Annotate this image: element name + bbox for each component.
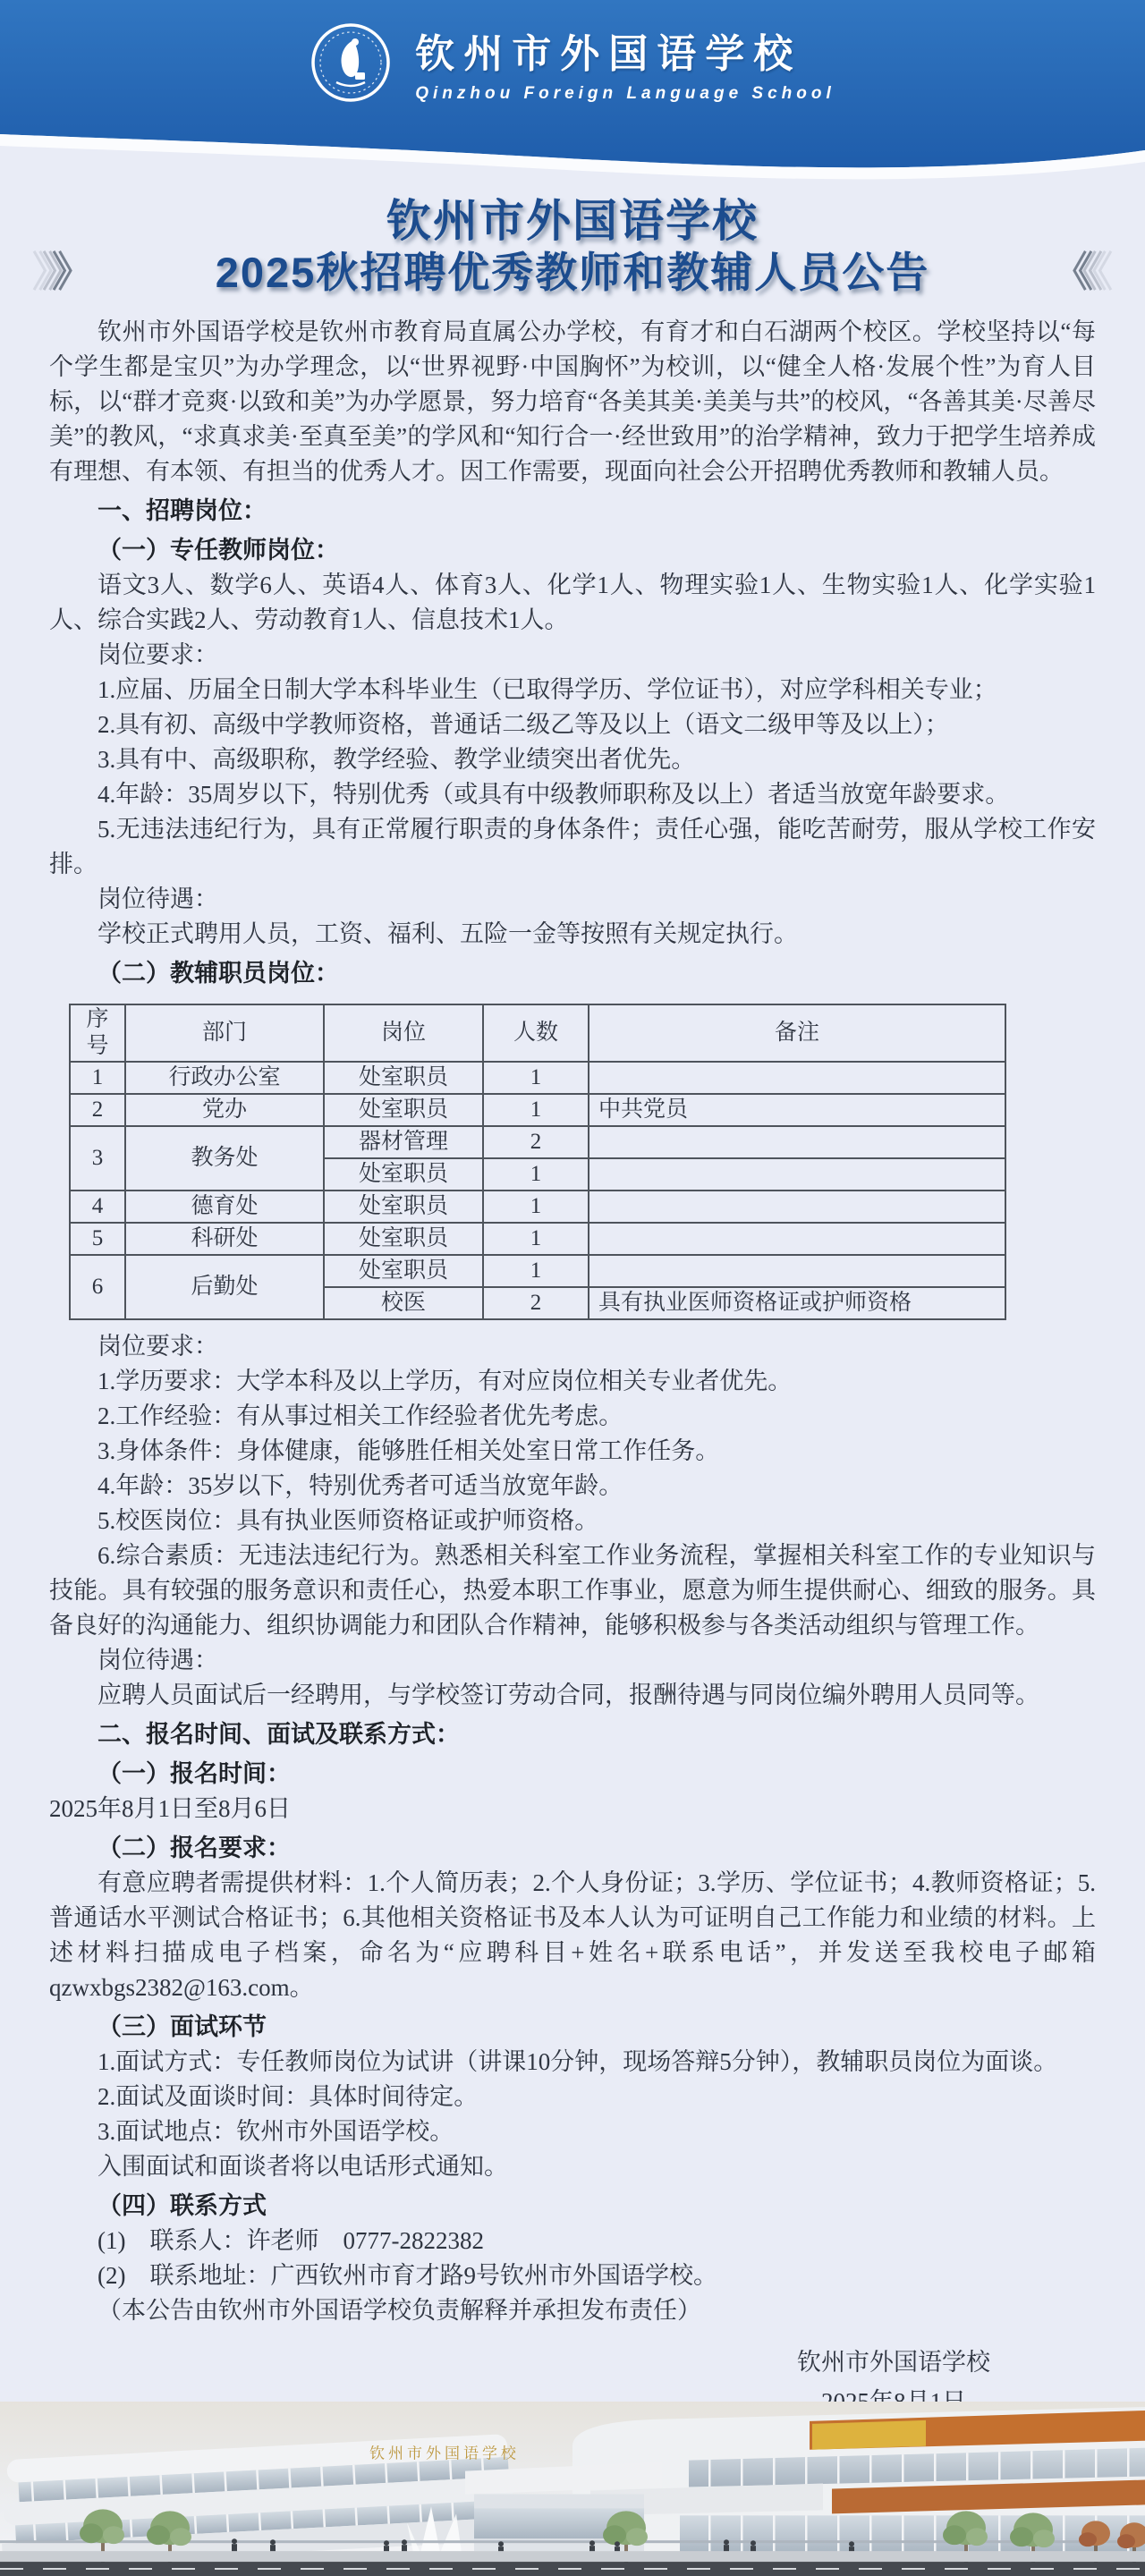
section-heading: （二）报名要求： <box>98 1835 291 1861</box>
school-name-group <box>415 21 835 104</box>
paragraph: 6.综合素质：无违法违纪行为。熟悉相关科室工作业务流程，掌握相关科室工作的专业知识与技能。具有较强的服务意识和责任心，热爱本职工作事业，愿意为师生提供耐心、细致的服务。具备良好的沟通能力、组织协调能力和团队合作精神，能够积极参与各类活动组织与管理工作。 <box>49 1542 1096 1639</box>
paragraph: 岗位待遇： <box>98 886 218 912</box>
table-cell: 校医 <box>324 1287 483 1319</box>
paragraph: (2) 联系地址：广西钦州市育才路9号钦州市外国语学校。 <box>98 2262 717 2289</box>
table-cell: 3 <box>70 1126 125 1191</box>
paragraph: 4.年龄：35周岁以下，特别优秀（或具有中级教师职称及以上）者适当放宽年龄要求。 <box>98 781 1010 808</box>
campus-photo <box>0 2402 1145 2576</box>
table-cell: 1 <box>483 1223 589 1255</box>
column-header: 备注 <box>589 1004 1005 1062</box>
table-cell: 处室职员 <box>324 1255 483 1287</box>
paragraph: 3.身体条件：身体健康，能够胜任相关处室日常工作任务。 <box>98 1437 720 1464</box>
section-heading: （一）专任教师岗位： <box>98 537 339 564</box>
section-heading: 二、报名时间、面试及联系方式： <box>98 1721 460 1748</box>
announcement-body <box>0 299 1145 2421</box>
sidewalk <box>0 2551 1145 2562</box>
table-cell <box>589 1223 1005 1255</box>
paragraph: 5.无违法违纪行为，具有正常履行职责的身体条件；责任心强，能吃苦耐劳，服从学校工作安排。 <box>49 816 1096 877</box>
table-cell: 具有执业医师资格证或护师资格 <box>589 1287 1005 1319</box>
paragraph: 岗位要求： <box>98 641 218 668</box>
table-cell: 2 <box>483 1287 589 1319</box>
paragraph: 岗位要求： <box>98 1333 218 1360</box>
paragraph: 4.年龄：35岁以下，特别优秀者可适当放宽年龄。 <box>98 1472 623 1499</box>
title-line-2: 2025秋招聘优秀教师和教辅人员公告 <box>215 249 930 296</box>
body-section-2 <box>49 1329 1096 2328</box>
paragraph: （本公告由钦州市外国语学校负责解释并承担发布责任） <box>98 2297 701 2324</box>
column-header: 部门 <box>125 1004 324 1062</box>
paragraph: 3.面试地点：钦州市外国语学校。 <box>98 2118 454 2145</box>
table-cell: 处室职员 <box>324 1158 483 1191</box>
paragraph: 2.面试及面谈时间：具体时间待定。 <box>98 2083 479 2110</box>
paragraph: 语文3人、数学6人、英语4人、体育3人、化学1人、物理实验1人、生物实验1人、化学实验1人、综合实践2人、劳动教育1人、信息技术1人。 <box>49 572 1096 633</box>
table-cell: 器材管理 <box>324 1126 483 1158</box>
paragraph: 学校正式聘用人员，工资、福利、五险一金等按照有关规定执行。 <box>98 920 798 947</box>
school-brand <box>0 21 1145 104</box>
paragraph: 3.具有中、高级职称，教学经验、教学业绩突出者优先。 <box>98 746 696 773</box>
header-banner <box>0 0 1145 188</box>
table-cell <box>589 1158 1005 1191</box>
paragraph: 1.应届、历届全日制大学本科毕业生（已取得学历、学位证书），对应学科相关专业； <box>98 676 997 703</box>
table-cell: 1 <box>483 1191 589 1223</box>
paragraph: 有意应聘者需提供材料：1.个人简历表；2.个人身份证；3.学历、学位证书；4.教师资格证；5.普通话水平测试合格证书；6.其他相关资格证书及本人认为可证明自己工作能力和业绩的材料。上述材料扫描成电子档案，命名为“应聘科目+姓名+联系电话”，并发送至我校电子邮箱qzwxbgs2382@163.com。 <box>49 1869 1096 2001</box>
title-line-1: 钦州市外国语学校 <box>386 196 759 246</box>
announcement-title <box>0 188 1145 299</box>
signature-school: 钦州市外国语学校 <box>797 2349 990 2376</box>
table-cell: 1 <box>483 1094 589 1126</box>
paragraph: (1) 联系人：许老师 0777-2822382 <box>98 2227 484 2254</box>
table-cell: 1 <box>483 1255 589 1287</box>
table-row <box>70 1223 1005 1255</box>
table-cell <box>589 1062 1005 1094</box>
table-row <box>70 1255 1005 1287</box>
table-cell: 1 <box>483 1062 589 1094</box>
table-cell: 行政办公室 <box>125 1062 324 1094</box>
table-cell: 后勤处 <box>125 1255 324 1319</box>
table-row <box>70 1191 1005 1223</box>
school-name-en: Qinzhou Foreign Language School <box>415 84 835 103</box>
paragraph: 岗位待遇： <box>98 1647 218 1674</box>
table-cell: 6 <box>70 1255 125 1319</box>
table-cell: 2 <box>70 1094 125 1126</box>
school-name-cn: 钦州市外国语学校 <box>415 32 802 76</box>
table-cell: 处室职员 <box>324 1094 483 1126</box>
table-cell: 德育处 <box>125 1191 324 1223</box>
column-header: 岗位 <box>324 1004 483 1062</box>
school-logo-icon <box>310 21 392 104</box>
double-chevron-right-icon: 》 <box>52 250 93 295</box>
section-heading: （一）报名时间： <box>98 1760 291 1787</box>
paragraph: 1.学历要求：大学本科及以上学历，有对应岗位相关专业者优先。 <box>98 1368 793 1394</box>
paragraph: 1.面试方式：专任教师岗位为试讲（讲课10分钟，现场答辩5分钟），教辅职员岗位为面谈。 <box>98 2048 1058 2075</box>
table-cell: 党办 <box>125 1094 324 1126</box>
table-cell: 中共党员 <box>589 1094 1005 1126</box>
table-row <box>70 1126 1005 1158</box>
paragraph: 入围面试和面谈者将以电话形式通知。 <box>98 2153 508 2180</box>
table-cell <box>589 1126 1005 1158</box>
table-cell <box>589 1191 1005 1223</box>
table-cell: 2 <box>483 1126 589 1158</box>
table-cell: 处室职员 <box>324 1191 483 1223</box>
section-heading: 一、招聘岗位： <box>98 497 267 524</box>
column-header: 序号 <box>70 1004 125 1062</box>
table-cell: 处室职员 <box>324 1062 483 1094</box>
paragraph: 2.具有初、高级中学教师资格，普通话二级乙等及以上（语文二级甲等及以上）； <box>98 711 949 738</box>
table-cell: 5 <box>70 1223 125 1255</box>
table-cell: 1 <box>483 1158 589 1191</box>
table-row <box>70 1094 1005 1126</box>
building-sign-text: 钦州市外国语学校 <box>369 2445 520 2462</box>
section-heading: （四）联系方式 <box>98 2192 267 2219</box>
table-cell: 1 <box>70 1062 125 1094</box>
paragraph: 应聘人员面试后一经聘用，与学校签订劳动合同，报酬待遇与同岗位编外聘用人员同等。 <box>98 1682 1039 1708</box>
table-cell: 处室职员 <box>324 1223 483 1255</box>
table-cell: 教务处 <box>125 1126 324 1191</box>
table-cell: 科研处 <box>125 1223 324 1255</box>
table-header-row <box>70 1004 1005 1062</box>
table-cell <box>589 1255 1005 1287</box>
paragraph: 2025年8月1日至8月6日 <box>49 1795 291 1822</box>
table-cell: 4 <box>70 1191 125 1223</box>
section-heading: （二）教辅职员岗位： <box>98 960 339 987</box>
support-staff-table <box>69 1004 1006 1320</box>
body-section-1 <box>49 315 1096 991</box>
paragraph: 5.校医岗位：具有执业医师资格证或护师资格。 <box>98 1507 599 1534</box>
column-header: 人数 <box>483 1004 589 1062</box>
double-chevron-left-icon: 《 <box>1052 250 1093 295</box>
section-heading: （三）面试环节 <box>98 2013 267 2040</box>
paragraph: 钦州市外国语学校是钦州市教育局直属公办学校，有育才和白石湖两个校区。学校坚持以“每个学生都是宝贝”为办学理念，以“世界视野·中国胸怀”为校训，以“健全人格·发展个性”为育人目标，以“群才竞爽·以致和美”为办学愿景，努力培育“各美其美·美美与共”的校风，“各善其美·尽善尽美”的教风，“求真求美·至真至美”的学风和“知行合一·经世致用”的治学精神，致力于把学生培养成有理想、有本领、有担当的优秀人才。因工作需要，现面向社会公开招聘优秀教师和教辅人员。 <box>49 318 1096 485</box>
paragraph: 2.工作经验：有从事过相关工作经验者优先考虑。 <box>98 1402 623 1429</box>
table-row <box>70 1062 1005 1094</box>
